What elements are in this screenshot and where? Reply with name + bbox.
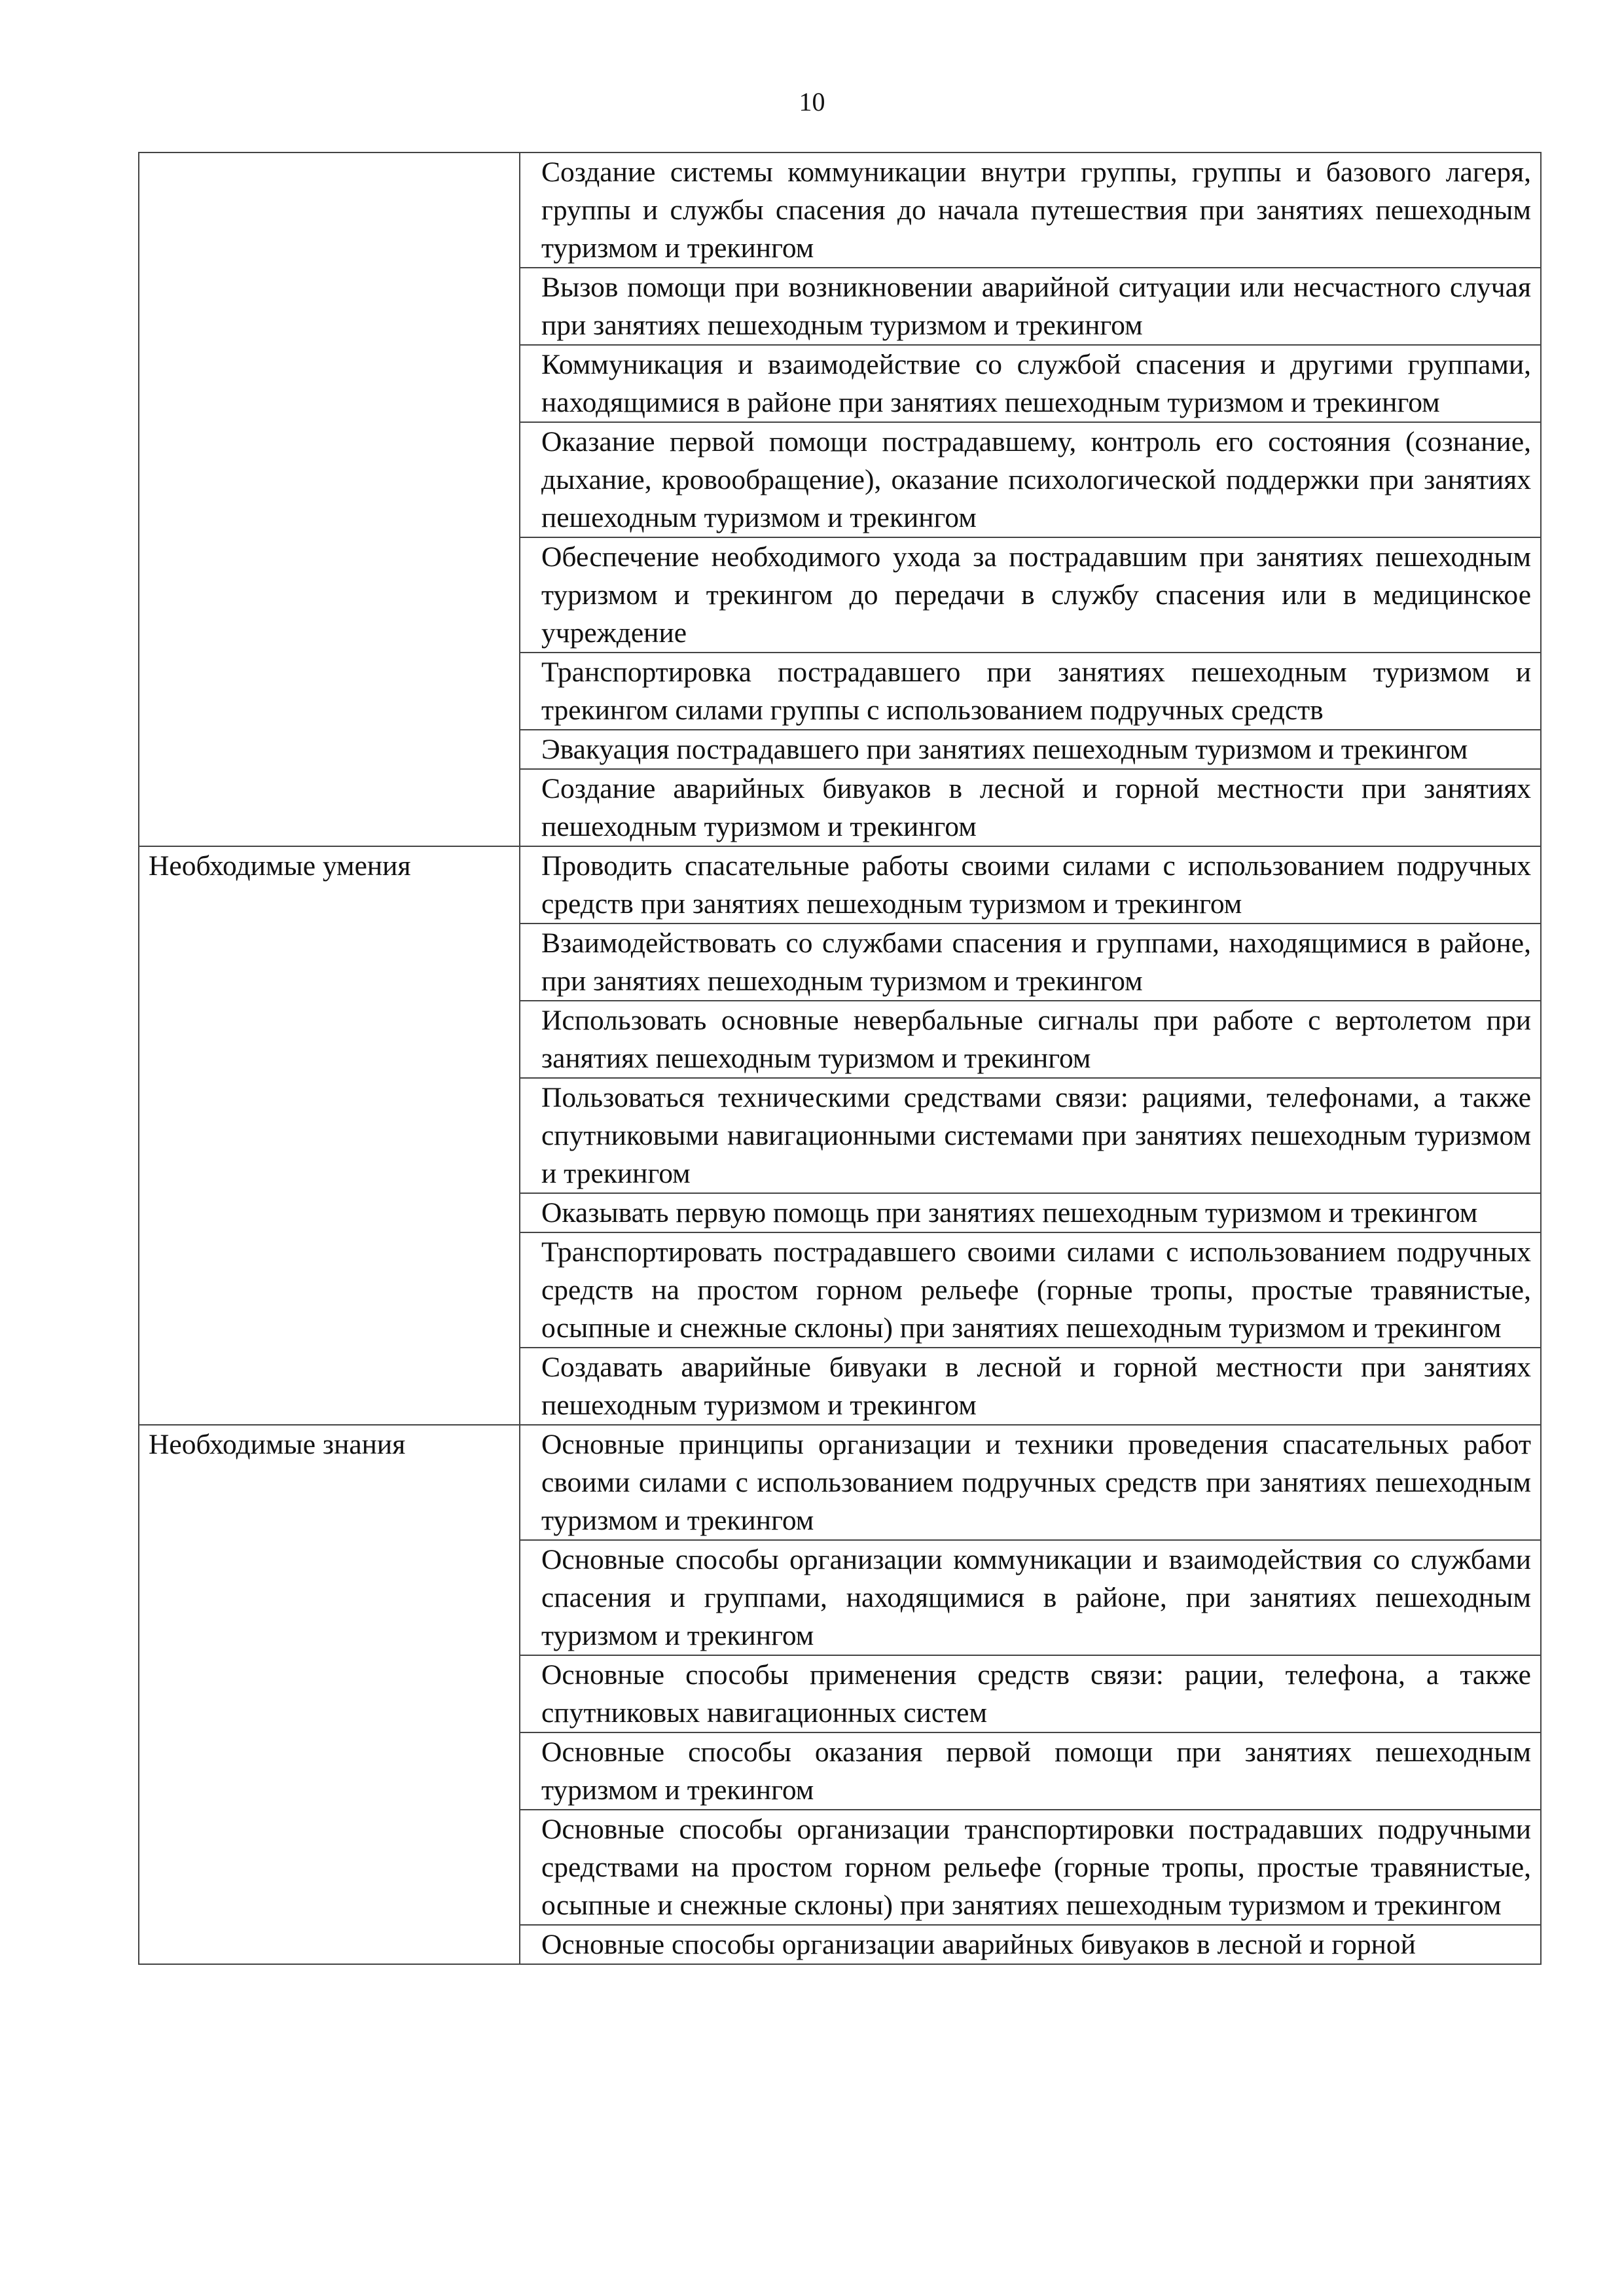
section-label: Необходимые знания [149, 1429, 406, 1460]
section-label: Необходимые умения [149, 850, 411, 882]
item-cell [520, 1655, 1541, 1732]
table-row [139, 846, 1541, 924]
item-cell [520, 653, 1541, 730]
page-number: 10 [799, 87, 825, 117]
item-cell [520, 730, 1541, 769]
item-text: Эвакуация пострадавшего при занятиях пешеходным туризмом и трекингом [541, 734, 1468, 765]
item-cell [520, 846, 1541, 924]
item-text: Коммуникация и взаимодействие со службой спасения и другими группами, находящимися в районе при занятиях пешеходным туризмом и трекингом [541, 349, 1531, 418]
item-text: Основные способы применения средств связи: рации, телефона, а также спутниковых навигационных систем [541, 1659, 1531, 1729]
item-text: Использовать основные невербальные сигналы при работе с вертолетом при занятиях пешеходным туризмом и трекингом [541, 1005, 1531, 1074]
item-text: Основные способы организации аварийных бивуаков в лесной и горной [541, 1929, 1416, 1960]
item-cell [520, 1348, 1541, 1425]
item-text: Транспортировка пострадавшего при занятиях пешеходным туризмом и трекингом силами группы с использованием подручных средств [541, 656, 1531, 726]
item-text: Создание системы коммуникации внутри группы, группы и базового лагеря, группы и службы спасения до начала путешествия при занятиях пешеходным туризмом и трекингом [541, 156, 1531, 264]
section-label-cell [139, 152, 520, 846]
section-label-cell [139, 846, 520, 1425]
item-text: Пользоваться техническими средствами связи: рациями, телефонами, а также спутниковыми навигационными системами при занятиях пешеходным туризмом и трекингом [541, 1082, 1531, 1189]
item-text: Основные принципы организации и техники проведения спасательных работ своими силами с использованием подручных средств при занятиях пешеходным туризмом и трекингом [541, 1429, 1531, 1536]
item-cell [520, 1193, 1541, 1232]
item-text: Вызов помощи при возникновении аварийной ситуации или несчастного случая при занятиях пешеходным туризмом и трекингом [541, 272, 1531, 341]
section-label-cell [139, 1425, 520, 1964]
competency-table [138, 152, 1542, 1965]
item-cell [520, 152, 1541, 268]
item-text: Взаимодействовать со службами спасения и группами, находящимися в районе, при занятиях пешеходным туризмом и трекингом [541, 927, 1531, 997]
item-cell [520, 1540, 1541, 1655]
item-cell [520, 1732, 1541, 1810]
item-cell [520, 924, 1541, 1001]
item-text: Оказание первой помощи пострадавшему, контроль его состояния (сознание, дыхание, кровообращение), оказание психологической поддержки при занятиях пешеходным туризмом и трекингом [541, 426, 1531, 533]
item-text: Создавать аварийные бивуаки в лесной и горной местности при занятиях пешеходным туризмом и трекингом [541, 1352, 1531, 1421]
item-cell [520, 1810, 1541, 1925]
item-cell [520, 422, 1541, 537]
item-text: Транспортировать пострадавшего своими силами с использованием подручных средств на простом горном рельефе (горные тропы, простые травянистые, осыпные и снежные склоны) при занятиях пешеходным туризмом и трекингом [541, 1236, 1531, 1344]
table-row [139, 152, 1541, 268]
item-cell [520, 537, 1541, 653]
item-text: Проводить спасательные работы своими силами с использованием подручных средств при занятиях пешеходным туризмом и трекингом [541, 850, 1531, 920]
table-row [139, 1425, 1541, 1540]
item-cell [520, 769, 1541, 846]
item-cell [520, 1425, 1541, 1540]
item-cell [520, 1232, 1541, 1348]
item-text: Основные способы организации коммуникации и взаимодействия со службами спасения и группами, находящимися в районе, при занятиях пешеходным туризмом и трекингом [541, 1544, 1531, 1651]
item-cell [520, 268, 1541, 345]
item-cell [520, 1925, 1541, 1964]
item-text: Основные способы организации транспортировки пострадавших подручными средствами на простом горном рельефе (горные тропы, простые травянистые, осыпные и снежные склоны) при занятиях пешеходным туризмом и трекингом [541, 1814, 1531, 1921]
item-cell [520, 345, 1541, 422]
item-cell [520, 1001, 1541, 1078]
item-text: Основные способы оказания первой помощи при занятиях пешеходным туризмом и трекингом [541, 1736, 1531, 1806]
item-text: Обеспечение необходимого ухода за пострадавшим при занятиях пешеходным туризмом и трекингом до передачи в службу спасения или в медицинское учреждение [541, 541, 1531, 649]
item-text: Оказывать первую помощь при занятиях пешеходным туризмом и трекингом [541, 1197, 1478, 1229]
item-text: Создание аварийных бивуаков в лесной и горной местности при занятиях пешеходным туризмом и трекингом [541, 773, 1531, 842]
item-cell [520, 1078, 1541, 1193]
